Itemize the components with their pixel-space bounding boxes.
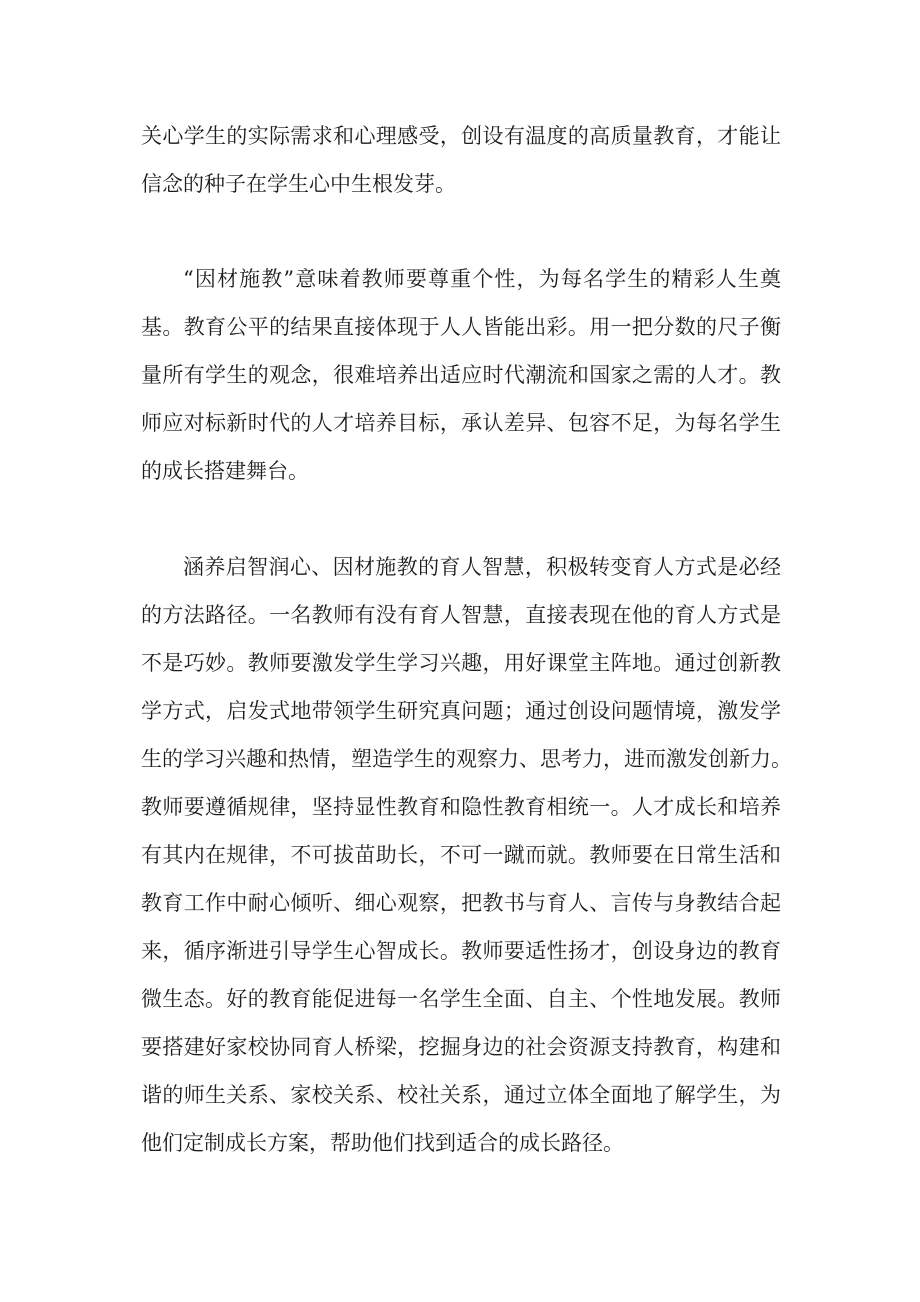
paragraph-2-line-5: 的成长搭建舞台。: [141, 459, 309, 483]
paragraph-3-line-11: 要搭建好家校协同育人桥梁，挖掘身边的社会资源支持教育，构建和: [141, 1035, 781, 1059]
paragraph-3-line-5: 生的学习兴趣和热情，塑造学生的观察力、思考力，进而激发创新力。: [141, 747, 792, 771]
paragraph-2-line-3: 量所有学生的观念，很难培养出适应时代潮流和国家之需的人才。教: [141, 363, 781, 387]
paragraph-2-line-4: 师应对标新时代的人才培养目标，承认差异、包容不足，为每名学生: [141, 411, 781, 435]
paragraph-3-line-7: 有其内在规律，不可拔苗助长，不可一蹴而就。教师要在日常生活和: [141, 843, 781, 867]
paragraph-3-line-6: 教师要遵循规律，坚持显性教育和隐性教育相统一。人才成长和培养: [141, 795, 781, 819]
paragraph-3-line-2: 的方法路径。一名教师有没有育人智慧，直接表现在他的育人方式是: [141, 603, 781, 627]
paragraph-3-line-10: 微生态。好的教育能促进每一名学生全面、自主、个性地发展。教师: [141, 987, 781, 1011]
paragraph-3-line-3: 不是巧妙。教师要激发学生学习兴趣，用好课堂主阵地。通过创新教: [141, 651, 781, 675]
paragraph-3-line-9: 来，循序渐进引导学生心智成长。教师要适性扬才，创设身边的教育: [141, 939, 781, 963]
paragraph-1-line-1: 关心学生的实际需求和心理感受，创设有温度的高质量教育，才能让: [141, 124, 781, 148]
paragraph-3-line-4: 学方式，启发式地带领学生研究真问题；通过创设问题情境，激发学: [141, 699, 781, 723]
paragraph-2-line-1: “因材施教”意味着教师要尊重个性，为每名学生的精彩人生奠: [183, 267, 781, 291]
paragraph-3-line-12: 谐的师生关系、家校关系、校社关系，通过立体全面地了解学生，为: [141, 1083, 781, 1107]
paragraph-3-line-1: 涵养启智润心、因材施教的育人智慧，积极转变育人方式是必经: [183, 555, 781, 579]
paragraph-3-line-13: 他们定制成长方案，帮助他们找到适合的成长路径。: [141, 1131, 624, 1155]
paragraph-1-line-2: 信念的种子在学生心中生根发芽。: [141, 172, 456, 196]
paragraph-3-line-8: 教育工作中耐心倾听、细心观察，把教书与育人、言传与身教结合起: [141, 891, 781, 915]
paragraph-2-line-2: 基。教育公平的结果直接体现于人人皆能出彩。用一把分数的尺子衡: [141, 315, 781, 339]
